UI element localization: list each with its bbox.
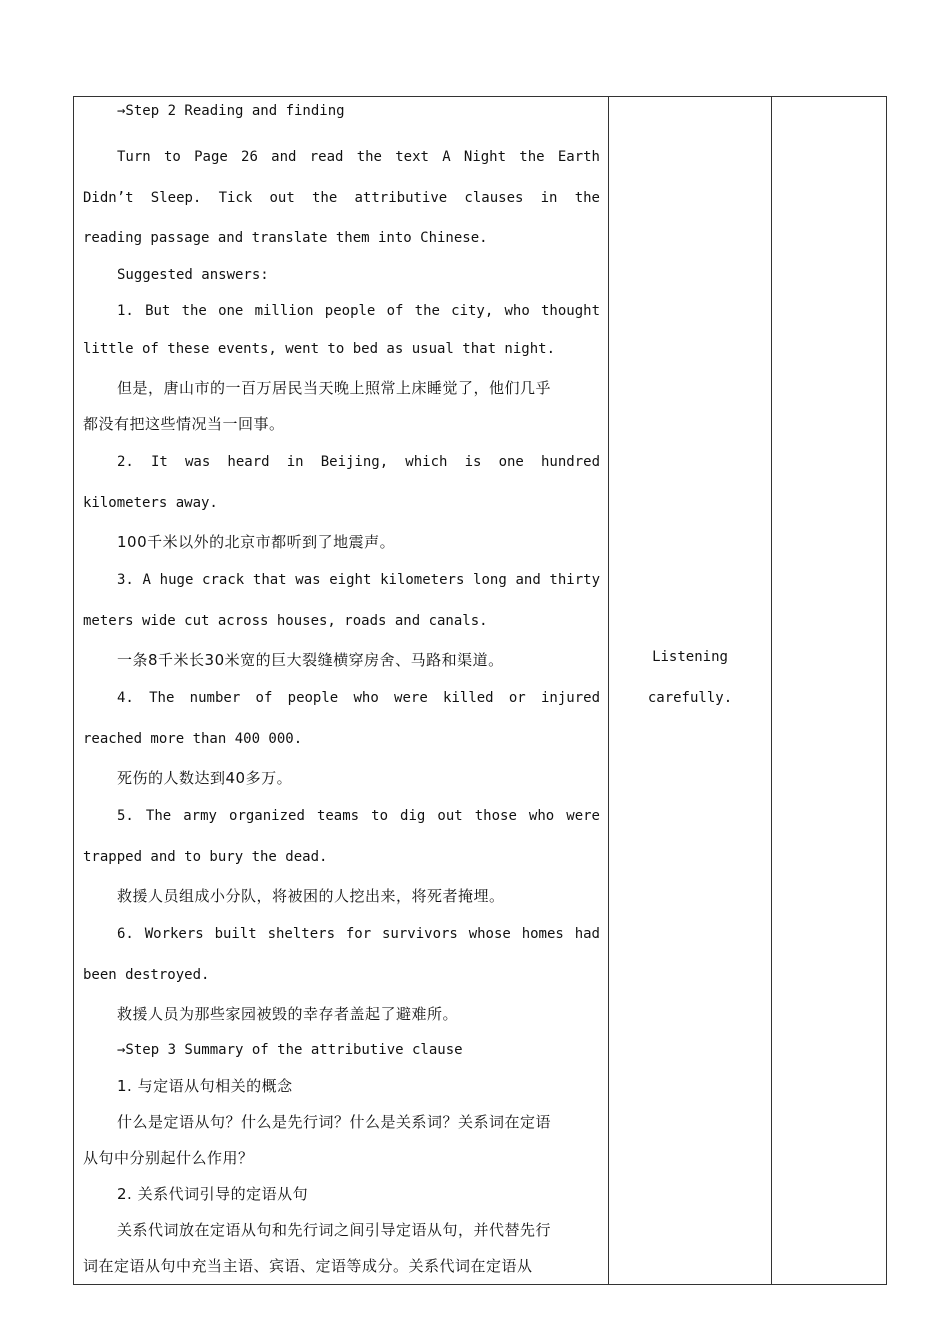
answer-4: 4. The number of people who were killed or injured (117, 690, 600, 706)
student-activity-text: Listening (652, 649, 728, 665)
step3-point-2-body: 词在定语从句中充当主语、宾语、定语等成分。关系代词在定语从 (83, 1257, 533, 1275)
lesson-table (73, 96, 887, 1285)
step3-point-1-body: 从句中分别起什么作用？ (83, 1149, 254, 1167)
answer-1-translation: 但是，唐山市的一百万居民当天晚上照常上床睡觉了，他们几乎 (117, 379, 552, 397)
answer-4-translation: 死伤的人数达到40多万。 (117, 769, 293, 787)
answer-1: little of these events, went to bed as usual that night. (83, 341, 556, 357)
answer-6: 6. Workers built shelters for survivors whose homes had (117, 926, 600, 942)
student-activity-text: carefully. (647, 690, 733, 706)
answer-2-translation: 100千米以外的北京市都听到了地震声。 (117, 533, 396, 551)
answer-6: been destroyed. (83, 967, 210, 983)
step3-point-2-body: 关系代词放在定语从句和先行词之间引导定语从句，并代替先行 (117, 1221, 552, 1239)
answer-5: 5. The army organized teams to dig out those who were (117, 808, 600, 824)
answer-2: kilometers away. (83, 495, 218, 511)
notes-cell (772, 97, 887, 1285)
step3-point-1-body: 什么是定语从句？什么是先行词？什么是关系词？关系词在定语 (117, 1113, 552, 1131)
step2-instruction: Turn to Page 26 and read the text A Night the Earth (117, 149, 600, 165)
answer-3-translation: 一条8千米长30米宽的巨大裂缝横穿房舍、马路和渠道。 (117, 651, 504, 669)
step3-heading: →Step 3 Summary of the attributive clause (117, 1042, 463, 1058)
answer-1: 1. But the one million people of the city, who thought (117, 303, 600, 319)
answer-5: trapped and to bury the dead. (83, 849, 328, 865)
answer-6-translation: 救援人员为那些家园被毁的幸存者盖起了避难所。 (117, 1005, 459, 1023)
answer-1-translation: 都没有把这些情况当一回事。 (83, 415, 285, 433)
step3-point-2: 2. 关系代词引导的定语从句 (117, 1185, 309, 1203)
answer-2: 2. It was heard in Beijing, which is one hundred (117, 454, 600, 470)
answer-3: 3. A huge crack that was eight kilometers long and thirty (117, 572, 600, 588)
step2-instruction: Didn’t Sleep. Tick out the attributive clauses in the (83, 190, 600, 206)
answer-5-translation: 救援人员组成小分队，将被困的人挖出来，将死者掩埋。 (117, 887, 505, 905)
student-activity-cell (609, 97, 772, 1285)
step2-instruction: reading passage and translate them into Chinese. (83, 230, 488, 246)
step3-point-1: 1. 与定语从句相关的概念 (117, 1077, 293, 1095)
table-row (74, 97, 887, 1285)
teacher-activity-cell (74, 97, 609, 1285)
answer-4: reached more than 400 000. (83, 731, 303, 747)
answer-3: meters wide cut across houses, roads and canals. (83, 613, 488, 629)
step2-heading: →Step 2 Reading and finding (117, 103, 345, 119)
suggested-answers-label: Suggested answers: (117, 267, 269, 283)
